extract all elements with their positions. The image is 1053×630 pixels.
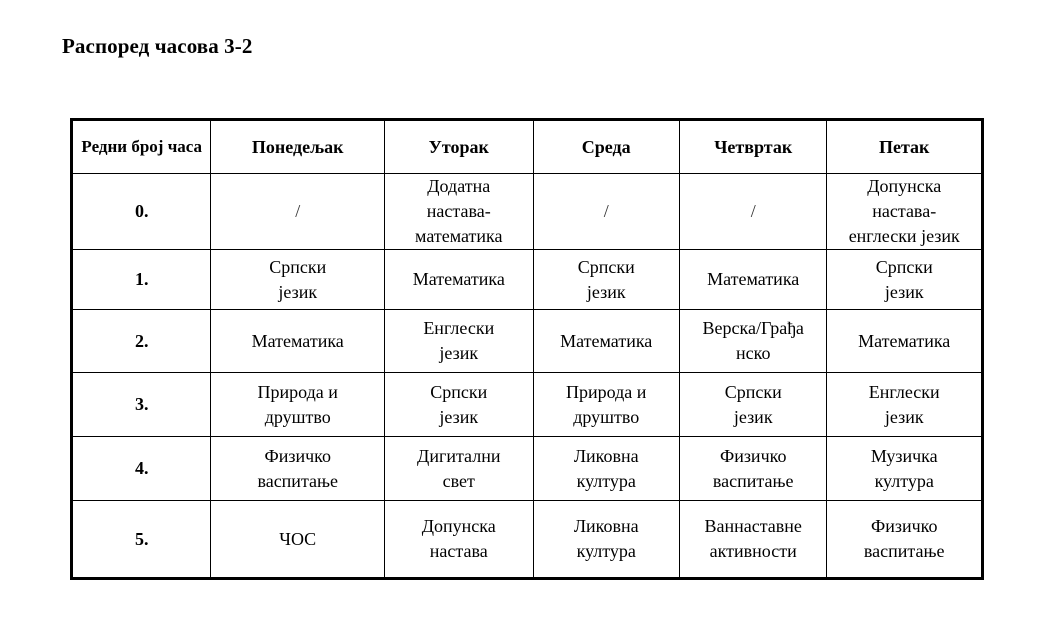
cell-friday: Математика [827,310,983,373]
cell-monday: / [211,174,385,250]
cell-wednesday: Ликовна култура [533,437,679,501]
table-row [72,310,983,373]
lesson-number: 5. [72,501,211,579]
lesson-number: 2. [72,310,211,373]
header-monday: Понедељак [211,120,385,174]
table-row [72,501,983,579]
cell-thursday: Ваннаставне активности [679,501,826,579]
cell-friday: Допунска настава- енглески језик [827,174,983,250]
page-title: Распоред часова 3-2 [62,34,253,58]
lesson-number: 4. [72,437,211,501]
cell-monday: Математика [211,310,385,373]
header-tuesday: Уторак [385,120,533,174]
header-thursday: Четвртак [679,120,826,174]
cell-thursday: / [679,174,826,250]
schedule-table [70,118,984,580]
cell-thursday: Верска/Грађа нско [679,310,826,373]
cell-monday: Српски језик [211,250,385,310]
cell-wednesday: Ликовна култура [533,501,679,579]
cell-monday: Природа и друштво [211,373,385,437]
cell-friday: Српски језик [827,250,983,310]
header-lesson-number: Редни број часа [72,120,211,174]
cell-wednesday: Природа и друштво [533,373,679,437]
table-row [72,250,983,310]
cell-tuesday: Допунска настава [385,501,533,579]
cell-thursday: Математика [679,250,826,310]
cell-tuesday: Додатна настава- математика [385,174,533,250]
header-friday: Петак [827,120,983,174]
cell-friday: Физичко васпитање [827,501,983,579]
cell-thursday: Српски језик [679,373,826,437]
cell-friday: Музичка култура [827,437,983,501]
cell-thursday: Физичко васпитање [679,437,826,501]
cell-monday: Физичко васпитање [211,437,385,501]
cell-tuesday: Енглески језик [385,310,533,373]
header-row [72,120,983,174]
cell-wednesday: Српски језик [533,250,679,310]
lesson-number: 0. [72,174,211,250]
table-row [72,437,983,501]
cell-monday: ЧОС [211,501,385,579]
header-wednesday: Среда [533,120,679,174]
cell-tuesday: Дигитални свет [385,437,533,501]
cell-tuesday: Српски језик [385,373,533,437]
table-row [72,174,983,250]
lesson-number: 1. [72,250,211,310]
table-row [72,373,983,437]
cell-wednesday: / [533,174,679,250]
cell-friday: Енглески језик [827,373,983,437]
cell-wednesday: Математика [533,310,679,373]
lesson-number: 3. [72,373,211,437]
cell-tuesday: Математика [385,250,533,310]
